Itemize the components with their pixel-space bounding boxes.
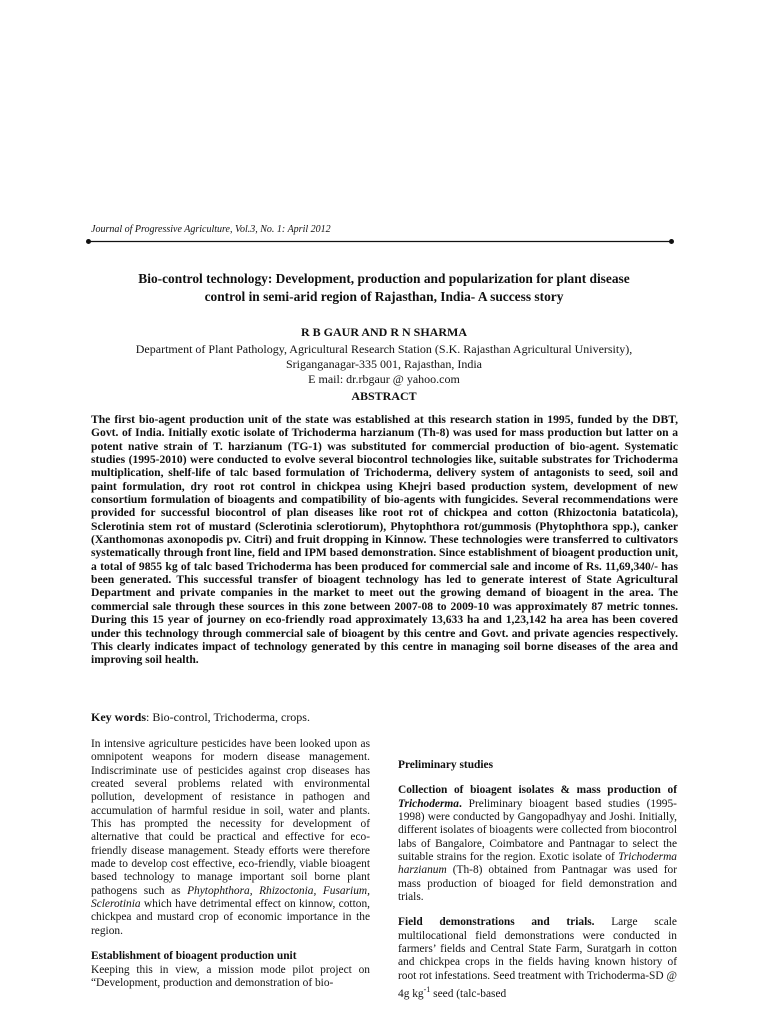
title-line-1: Bio-control technology: Development, production and popularization for plant disease <box>138 271 630 286</box>
authors: R B GAUR AND R N SHARMA <box>300 325 467 339</box>
affiliation <box>84 342 684 387</box>
field-demo-sup: -1 <box>423 985 431 995</box>
intro-text-end: which have detrimental effect on kinnow, cotton, chickpea and mustard crop of economic importance in the region. <box>91 898 370 937</box>
paper-title <box>84 270 684 306</box>
abstract-text: The first bio-agent production unit of the state was established at this research station in 1995, funded by the DBT, Govt. of India. Initially exotic isolate of Trichoderma harzianum (Th-8) was used for mass production but latter on a potent native strain of T. harzianum (TG-1) was substituted for commercial production of bio-agent. Systematic studies (1995-2010) were conducted to evolve several biocontrol technologies like, suitable substrates for Trichoderma multiplication, shelf-life of talc based formulation of Trichoderma, delivery system of antagonists to seed, soil and paint formulation, dry root rot control in chickpea using Khejri based production system, development of new consortium formulation of bioagents and compatibility of bio-agents with fungicides. Several recommendations were provided for successful biocontrol of plan diseases like root rot of chickpea and cotton (Rhizoctonia bataticola), Sclerotinia stem rot of mustard (Sclerotinia sclerotiorum), Phytophthora rot/gummosis (Phytophthora spp.), canker (Xanthomonas axonopodis pv. Citri) and fruit dropping in Kinnow. These technologies were transferred to cultivators systematically through front line, field and IPM based demonstration. Since establishment of bioagent production unit, a total of 9855 kg of talc based Trichoderma has been produced for commercial sale and income of Rs. 11,69,340/- has been generated. This successful transfer of bioagent technology has led to generate interest of State Agricultural Department and private companies in the market to meet out the growing demand of bioagent in the area. The commercial sale through these sources in this zone between 2007-08 to 2009-10 was approximately 87 metric tonnes. During this 15 year of journey on eco-friendly road approximately 13,633 ha and 1,23,142 ha area has been covered under this technology through commercial sale of bioagent by this centre and Govt. and private agencies respectively. This clearly indicates impact of technology generated by this centre in managing soil borne diseases of the area and improving soil health. <box>91 413 678 667</box>
section-heading-establishment: Establishment of bioagent production unit <box>91 950 297 963</box>
collection-text: Preliminary bioagent based studies (1995-1998) were conducted by Gangopadhyay and Joshi. Initially, different isolates of bioagents were collected from biocontrol labs of Bangalore, Coimbatore and Pantnagar to select the suitable strains for the region. Exotic isolate of <box>398 797 677 864</box>
species-name: Trichoderma harzianum <box>398 851 677 877</box>
header-rule <box>86 239 674 244</box>
field-demo-heading: Field demonstrations and trials. <box>398 916 595 929</box>
collection-text-end: (Th-8) obtained from Pantnagar was used for mass production of bioaged for field demonstration and trials. <box>398 864 677 904</box>
field-demo-paragraph <box>398 916 677 1001</box>
affiliation-line-2: Sriganganagar-335 001, Rajasthan, India <box>285 357 483 371</box>
field-demo-text-end: seed (talc-based <box>430 987 507 1000</box>
title-line-2: control in semi-arid region of Rajasthan, India- A success story <box>204 289 564 304</box>
field-demo-text: Large scale multilocational field demonstrations were conducted in farmers’ fields and Central State Farm, Suratgarh in cotton and chickpea crops in the fields having known history of root rot infestations. Seed treatment with Trichoderma-SD @ 4g kg <box>398 916 677 1000</box>
intro-paragraph <box>91 738 370 938</box>
keywords-label: Key words <box>91 710 146 724</box>
establishment-paragraph: Keeping this in view, a mission mode pilot project on “Development, production and demonstration of bio- <box>91 963 370 989</box>
collection-heading-italic: Trichoderma <box>398 797 459 810</box>
journal-citation: Journal of Progressive Agriculture, Vol.3, No. 1: April 2012 <box>91 224 331 235</box>
collection-heading: Collection of bioagent isolates & mass production of <box>398 784 677 797</box>
abstract-heading: ABSTRACT <box>351 389 417 403</box>
right-column <box>398 738 677 1013</box>
keywords <box>91 710 678 725</box>
affiliation-email: E mail: dr.rbgaur @ yahoo.com <box>308 372 460 386</box>
intro-text: In intensive agriculture pesticides have been looked upon as omnipotent weapons for modern disease management. Indiscriminate use of pesticides against crop diseases has created several problems related with environmental pollution, development of resistance in pathogen and accumulation of harmful residue in soil, water and plants. This has prompted the necessity for development of alternative that could be practical and effective for eco-friendly disease management. Steady efforts were therefore made to develop cost effective, eco-friendly, viable bioagent based technology to manage important soil borne plant pathogens such as <box>91 738 370 897</box>
affiliation-line-1: Department of Plant Pathology, Agricultural Research Station (S.K. Rajasthan Agricultural University), <box>135 342 633 356</box>
pathogen-names: Phytophthora, Rhizoctonia, Fusarium, Sclerotinia <box>91 884 370 911</box>
keywords-text: : Bio-control, Trichoderma, crops. <box>146 710 310 724</box>
section-heading-preliminary: Preliminary studies <box>398 759 494 771</box>
left-column <box>91 738 370 990</box>
collection-paragraph: Collection of bioagent isolates & mass production of Trichoderma. Preliminary bioagent based studies (1995-1998) were conducted by Gangopadhyay and Joshi. Initially, different isolates of bioagents were collected from biocontrol labs of Bangalore, Coimbatore and Pantnagar to select the suitable strains for the region. Exotic isolate of Trichoderma harzianum (Th-8) obtained from Pantnagar was used for mass production of bioaged for field demonstration and trials. <box>398 784 677 904</box>
